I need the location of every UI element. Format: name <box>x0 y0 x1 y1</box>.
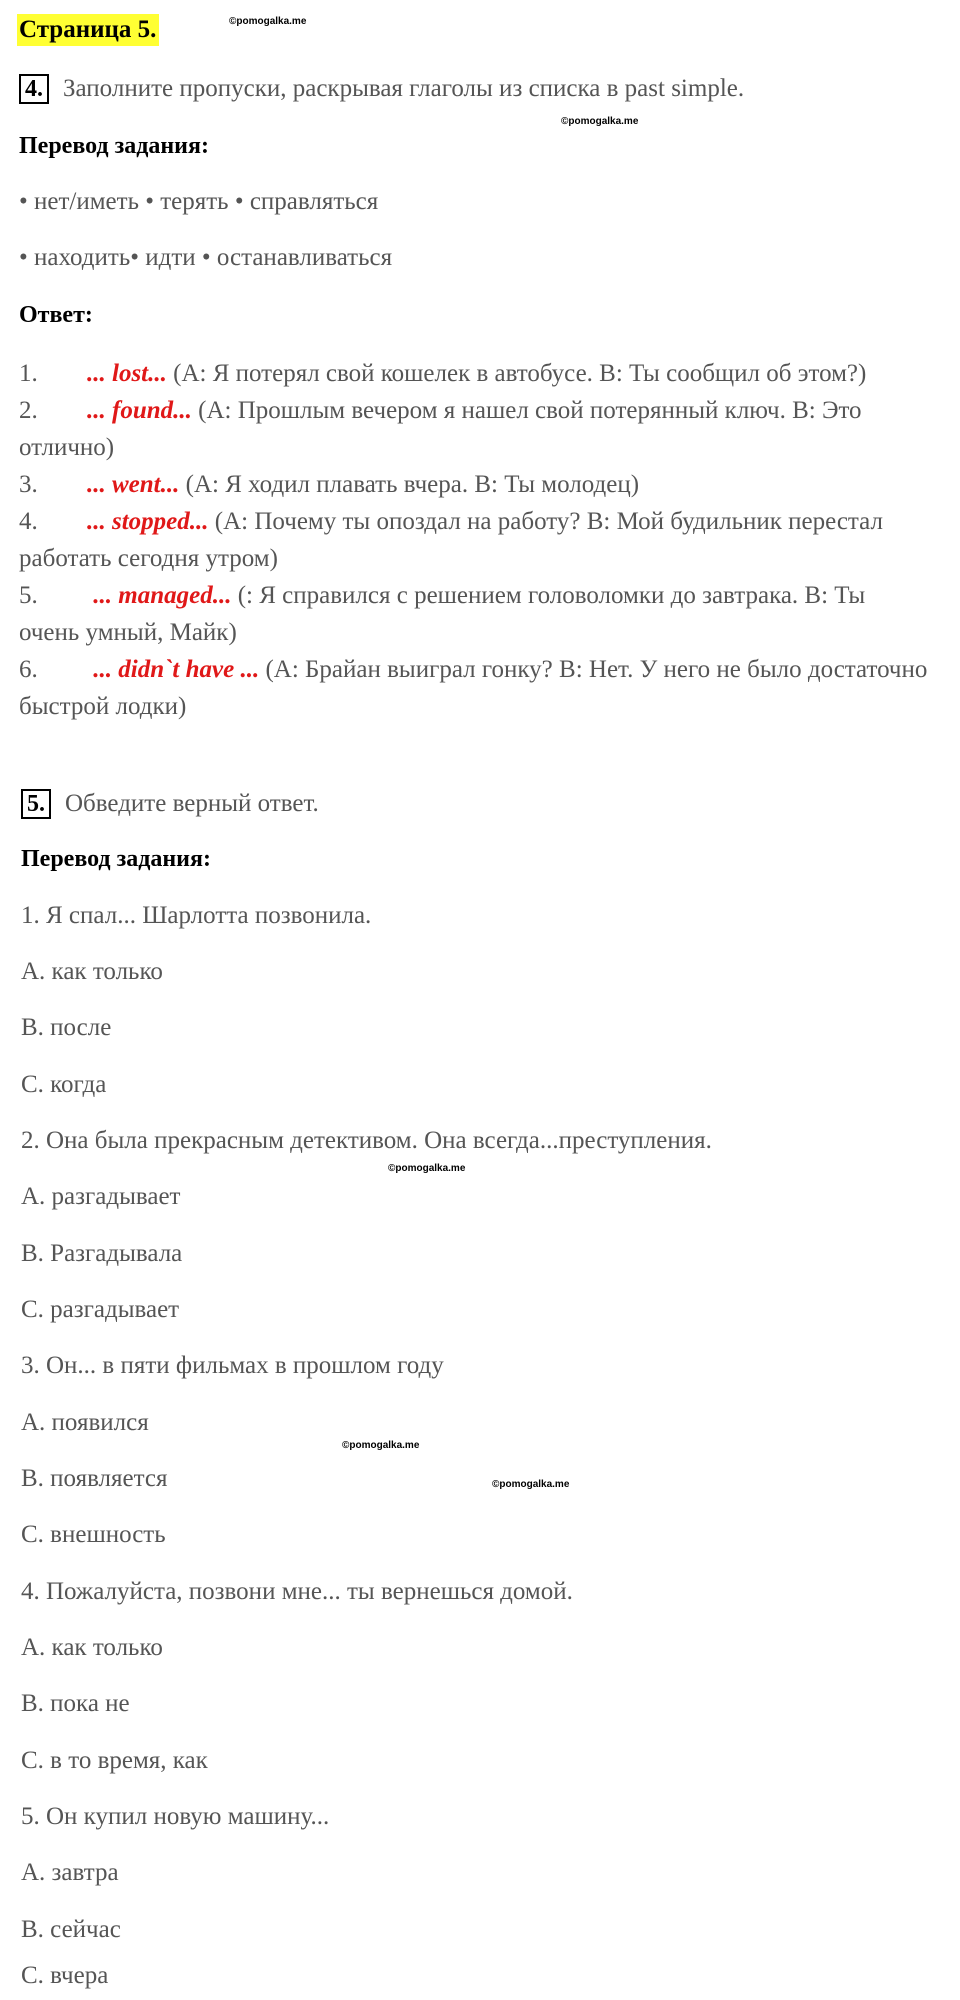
option-line: A. как только <box>21 958 163 985</box>
answer-number: 2. <box>19 397 38 424</box>
task4-word-list-2: • находить• идти • останавливаться <box>19 244 393 271</box>
answer-item <box>19 577 929 651</box>
option-line: B. Разгадывала <box>21 1240 183 1267</box>
option-line: B. сейчас <box>21 1916 121 1943</box>
option-line: C. внешность <box>21 1521 166 1548</box>
answer-word: ... didn`t have ... <box>87 656 260 683</box>
answer-item <box>19 355 929 392</box>
option-line: A. появился <box>21 1409 149 1436</box>
option-line: B. после <box>21 1014 112 1041</box>
page-title: Страница 5. <box>17 14 159 46</box>
option-line: B. появляется <box>21 1465 168 1492</box>
task5-instruction: Обведите верный ответ. <box>65 790 319 817</box>
task4-answer-list <box>19 355 929 725</box>
answer-word: ... lost... <box>87 360 167 387</box>
task5-number: 5. <box>21 789 51 819</box>
answer-number: 5. <box>19 582 38 609</box>
answer-item <box>19 651 929 725</box>
answer-word: ... stopped... <box>87 508 209 535</box>
option-line: A. разгадывает <box>21 1183 181 1210</box>
task4-word-list-1: • нет/иметь • терять • справляться <box>19 188 379 215</box>
answer-item <box>19 503 929 577</box>
question-line: 1. Я спал... Шарлотта позвонила. <box>21 902 372 929</box>
answer-text: (A: Брайан выиграл гонку? B: Нет. У него не было достаточно быстрой лодки) <box>19 656 928 720</box>
option-line: C. вчера <box>21 1962 109 1989</box>
answer-word: ... found... <box>87 397 192 424</box>
watermark: ©pomogalka.me <box>561 116 639 127</box>
answer-word: ... managed... <box>87 582 232 609</box>
task4-instruction: Заполните пропуски, раскрывая глаголы из списка в past simple. <box>63 75 745 102</box>
option-line: A. как только <box>21 1634 163 1661</box>
answer-word: ... went... <box>87 471 180 498</box>
answer-item <box>19 466 929 503</box>
option-line: B. пока не <box>21 1690 130 1717</box>
watermark: ©pomogalka.me <box>492 1479 570 1490</box>
task5-header <box>21 789 319 819</box>
question-line: 4. Пожалуйста, позвони мне... ты вернешься домой. <box>21 1578 573 1605</box>
watermark: ©pomogalka.me <box>342 1440 420 1451</box>
answer-item <box>19 392 929 466</box>
answer-text: (A: Я ходил плавать вчера. B: Ты молодец) <box>179 471 640 498</box>
answer-number: 1. <box>19 360 38 387</box>
answer-number: 4. <box>19 508 38 535</box>
question-line: 3. Он... в пяти фильмах в прошлом году <box>21 1352 444 1379</box>
question-line: 2. Она была прекрасным детективом. Она всегда...преступления. <box>21 1127 712 1154</box>
answer-text: (A: Прошлым вечером я нашел свой потерянный ключ. B: Это отлично) <box>19 397 862 461</box>
task4-header <box>19 74 744 104</box>
task5-translation-heading: Перевод задания: <box>21 846 211 872</box>
answer-number: 3. <box>19 471 38 498</box>
question-line: 5. Он купил новую машину... <box>21 1803 330 1830</box>
watermark: ©pomogalka.me <box>229 16 307 27</box>
option-line: A. завтра <box>21 1859 119 1886</box>
answer-number: 6. <box>19 656 38 683</box>
task4-translation-heading: Перевод задания: <box>19 133 209 159</box>
option-line: C. разгадывает <box>21 1296 180 1323</box>
watermark: ©pomogalka.me <box>388 1163 466 1174</box>
task4-answer-heading: Ответ: <box>19 302 93 328</box>
answer-text: (A: Я потерял свой кошелек в автобусе. B: Ты сообщил об этом?) <box>166 360 867 387</box>
answer-text: (A: Почему ты опоздал на работу? B: Мой будильник перестал работать сегодня утром) <box>19 508 883 572</box>
answer-text: (: Я справился с решением головоломки до завтрака. B: Ты очень умный, Майк) <box>19 582 866 646</box>
option-line: C. в то время, как <box>21 1747 208 1774</box>
task4-number: 4. <box>19 74 49 104</box>
option-line: C. когда <box>21 1071 107 1098</box>
